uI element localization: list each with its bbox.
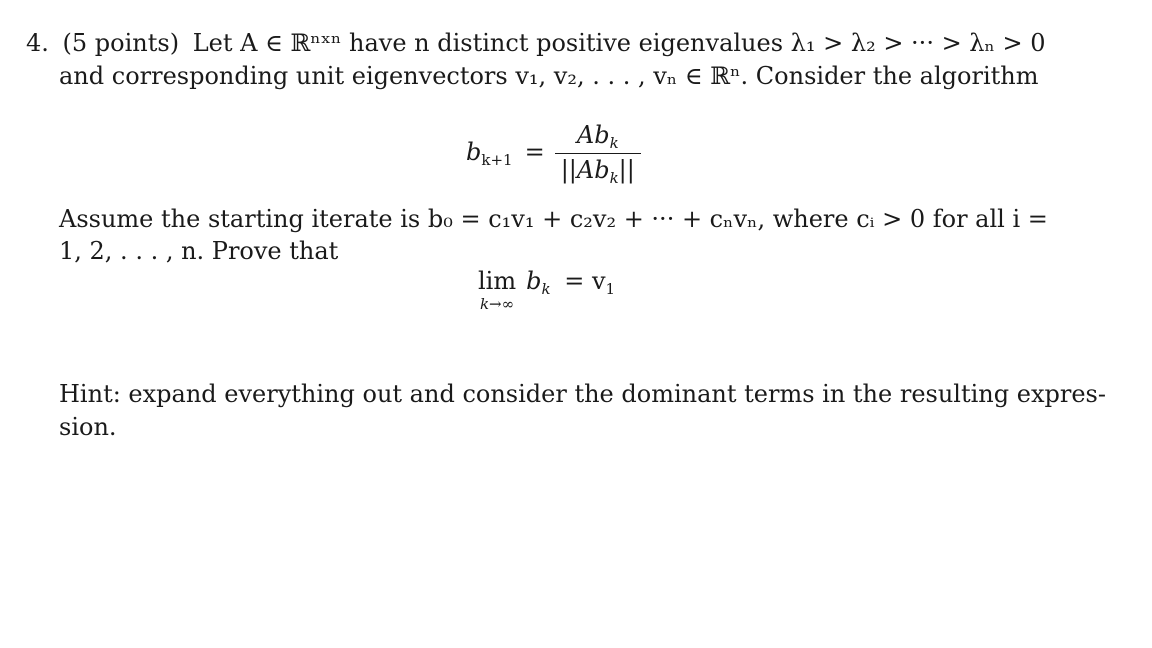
algorithm-equals: = xyxy=(524,138,545,166)
problem-statement-line-1 xyxy=(26,28,1046,58)
limit-subscript: k→∞ xyxy=(479,295,515,313)
algorithm-fraction xyxy=(555,120,641,187)
assumption-line-2 xyxy=(59,236,338,266)
problem-line-1-text: Let A ∈ ℝⁿˣⁿ have n distinct positive eigenvalues λ₁ > λ₂ > ··· > λₙ > 0 xyxy=(192,29,1046,57)
algorithm-lhs: $b_{k+1}$ xyxy=(466,138,513,169)
limit-expression: $b_k = v_1$ xyxy=(526,267,616,298)
limit-operator: lim k→∞ xyxy=(478,267,517,313)
hint-line-2 xyxy=(59,412,117,442)
limit-equation xyxy=(478,266,615,312)
assumption-line-2-text: 1, 2, . . . , n. Prove that xyxy=(59,237,339,265)
fraction-numerator: $Ab_k$ xyxy=(576,120,619,152)
algorithm-equation xyxy=(466,112,641,192)
hint-line-1 xyxy=(59,379,1106,409)
hint-line-2-text: sion. xyxy=(59,413,117,441)
hint-line-1-text: Hint: expand everything out and consider the dominant terms in the resulting expres- xyxy=(59,380,1106,408)
assumption-line-1 xyxy=(59,204,1048,234)
problem-number: 4. xyxy=(26,29,49,57)
assumption-line-1-text: Assume the starting iterate is b₀ = c₁v₁ + c₂v₂ + ··· + cₙvₙ, where cᵢ > 0 for all i = xyxy=(59,205,1048,233)
problem-points: (5 points) xyxy=(62,29,180,57)
fraction-denominator: $||Ab_k||$ xyxy=(560,155,635,187)
problem-statement-line-2 xyxy=(59,61,1038,91)
problem-line-2-text: and corresponding unit eigenvectors v₁, v₂, . . . , vₙ ∈ ℝⁿ. Consider the algorithm xyxy=(59,62,1039,90)
